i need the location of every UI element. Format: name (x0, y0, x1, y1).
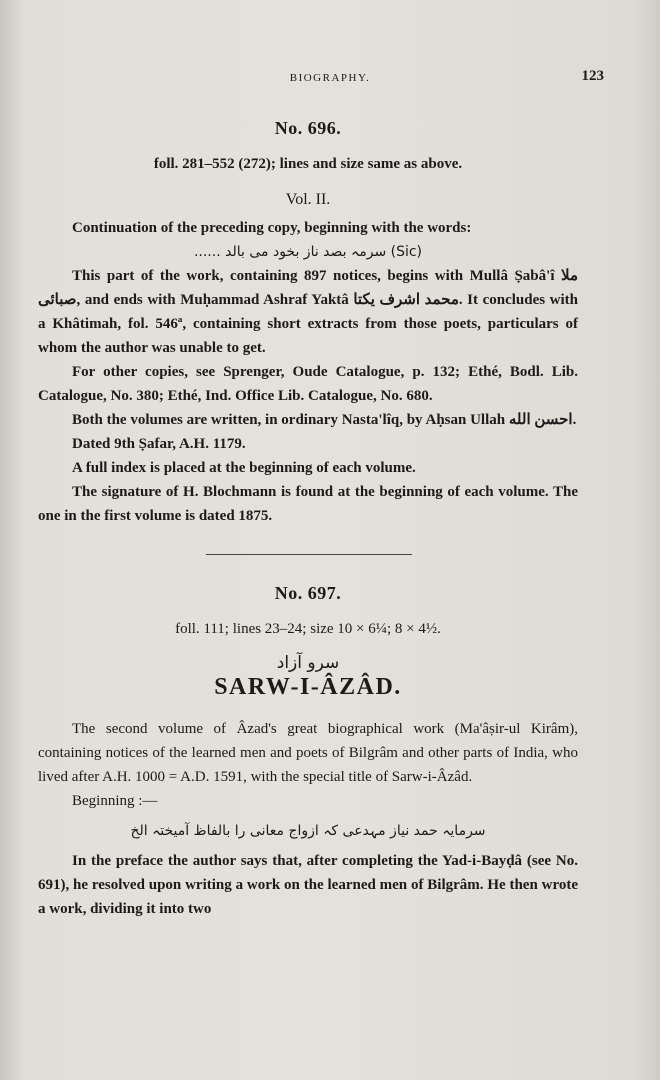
page-number: 123 (581, 68, 604, 84)
entry-696-foll: foll. 281–552 (272); lines and size same as above. (153, 156, 463, 172)
entry-697-foll: foll. 111; lines 23–24; size 10 × 6¼; 8 × 4½. (175, 621, 441, 637)
entry-697-number: No. 697. (274, 583, 342, 603)
entry-697-para2: In the preface the author says that, after completing the Yad-i-Bayḍâ (see No. 691), he resolved upon writing a work on the learned men of Bilgrâm. He then wrote a work, dividing it into two (38, 853, 578, 917)
entry-696-para1: This part of the work, containing 897 notices, begins with Mullâ Ṣabâ'î ملا صبائی, and ends with Muḥammad Ashraf Yaktâ محمد اشرف یکتا. It concludes with a Khâtimah, fol. 546ª, containing short extracts from those poets, particulars of whom the author was unable to get. (38, 268, 578, 356)
section-divider (206, 554, 412, 555)
entry-696-para6: The signature of H. Blochmann is found at the beginning of each volume. The one in the first volume is dated 1875. (38, 484, 578, 524)
entry-697-title-arabic: سرو آزاد (276, 653, 340, 673)
running-head: BIOGRAPHY. (289, 72, 371, 84)
entry-696-para4: Dated 9th Ṣafar, A.H. 1179. (72, 436, 246, 452)
entry-696-number: No. 696. (274, 118, 342, 138)
page-header (38, 68, 622, 90)
entry-697-para1: The second volume of Âzad's great biographical work (Ma'âṣir-ul Kirâm), containing notices of the learned men and poets of Bilgrâm and other parts of India, who lived after A.H. 1000 = A.D. 1591, with the special title of Sarw-i-Âzâd. (38, 721, 578, 785)
entry-697-beginning-label: Beginning :— (72, 793, 158, 809)
page-content (38, 112, 578, 921)
entry-697-beginning-arabic: سرمایہ حمد نیاز مہدعی کہ ازواج معانی را بالفاظ آمیختہ الخ (130, 823, 486, 839)
entry-696-para2: For other copies, see Sprenger, Oude Catalogue, p. 132; Ethé, Bodl. Lib. Catalogue, No. 380; Ethé, Ind. Office Lib. Catalogue, No. 680. (38, 364, 578, 404)
entry-696-continuation: Continuation of the preceding copy, beginning with the words: (72, 220, 472, 236)
entry-696-para5: A full index is placed at the beginning of each volume. (72, 460, 416, 476)
entry-696-volume: Vol. II. (285, 191, 331, 208)
entry-697-title: SARW-I-ÂZÂD. (214, 674, 402, 700)
entry-696-para3: Both the volumes are written, in ordinary Nasta'lîq, by Aḥsan Ullah احسن الله. (72, 412, 577, 428)
entry-696-beginning-arabic: ...... سرمہ بصد ناز بخود می بالد (Sic) (193, 244, 423, 260)
